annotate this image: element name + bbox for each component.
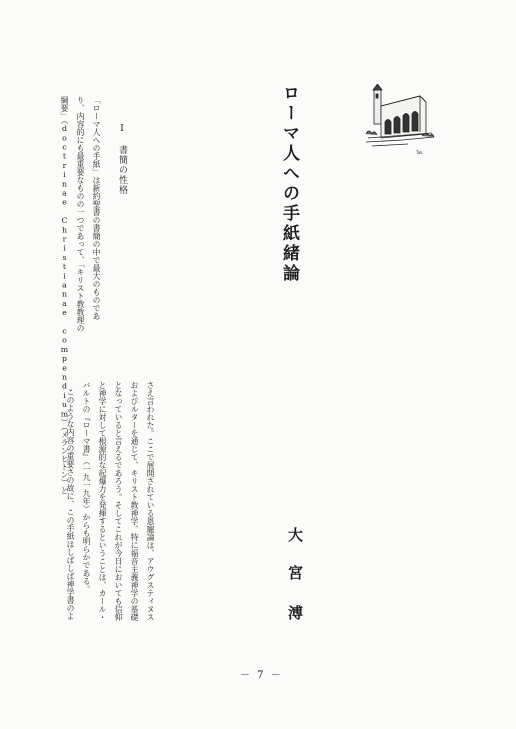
illustration-signature: Tak.	[416, 150, 424, 155]
text-column: バルトの『ローマ書』（一九一九年）からも明らかである。	[82, 381, 91, 594]
text-column: 綱要」（doctrinae Christianae compendium）（メランヒトン）と	[60, 96, 69, 495]
text-column: となっていると言えるであろう。そしてこれが今日においても信仰	[114, 381, 123, 621]
page-title: ローマ人への手紙緒論	[279, 84, 299, 284]
text-column: 「ローマ人への手紙」は新約聖書の書簡の中で最大のものであ	[92, 96, 101, 320]
section-heading: Ⅰ 書簡の性格	[117, 124, 127, 195]
author-name-char: 宮	[288, 564, 304, 582]
church-illustration	[362, 84, 436, 158]
text-column: り、内容的にも最重要なものの一つであって、「キリスト教教理の	[76, 96, 85, 333]
text-column: およびルターを通じて、キリスト教神学、特に福音主義神学の基礎	[130, 381, 139, 621]
text-column: と神学に対して根源的な起爆力を発揮するということは、カール・	[98, 381, 107, 621]
author-name-char: 大	[288, 526, 304, 544]
author-name-char: 溥	[288, 604, 304, 622]
page-number: － 7 －	[240, 670, 283, 681]
text-column: このような内容の重要さの故に、この手紙はしばしば神学書のよ	[66, 388, 75, 620]
text-column: さえ言われた。ここで展開されている恩寵論は、アウグスティヌス	[146, 381, 155, 621]
